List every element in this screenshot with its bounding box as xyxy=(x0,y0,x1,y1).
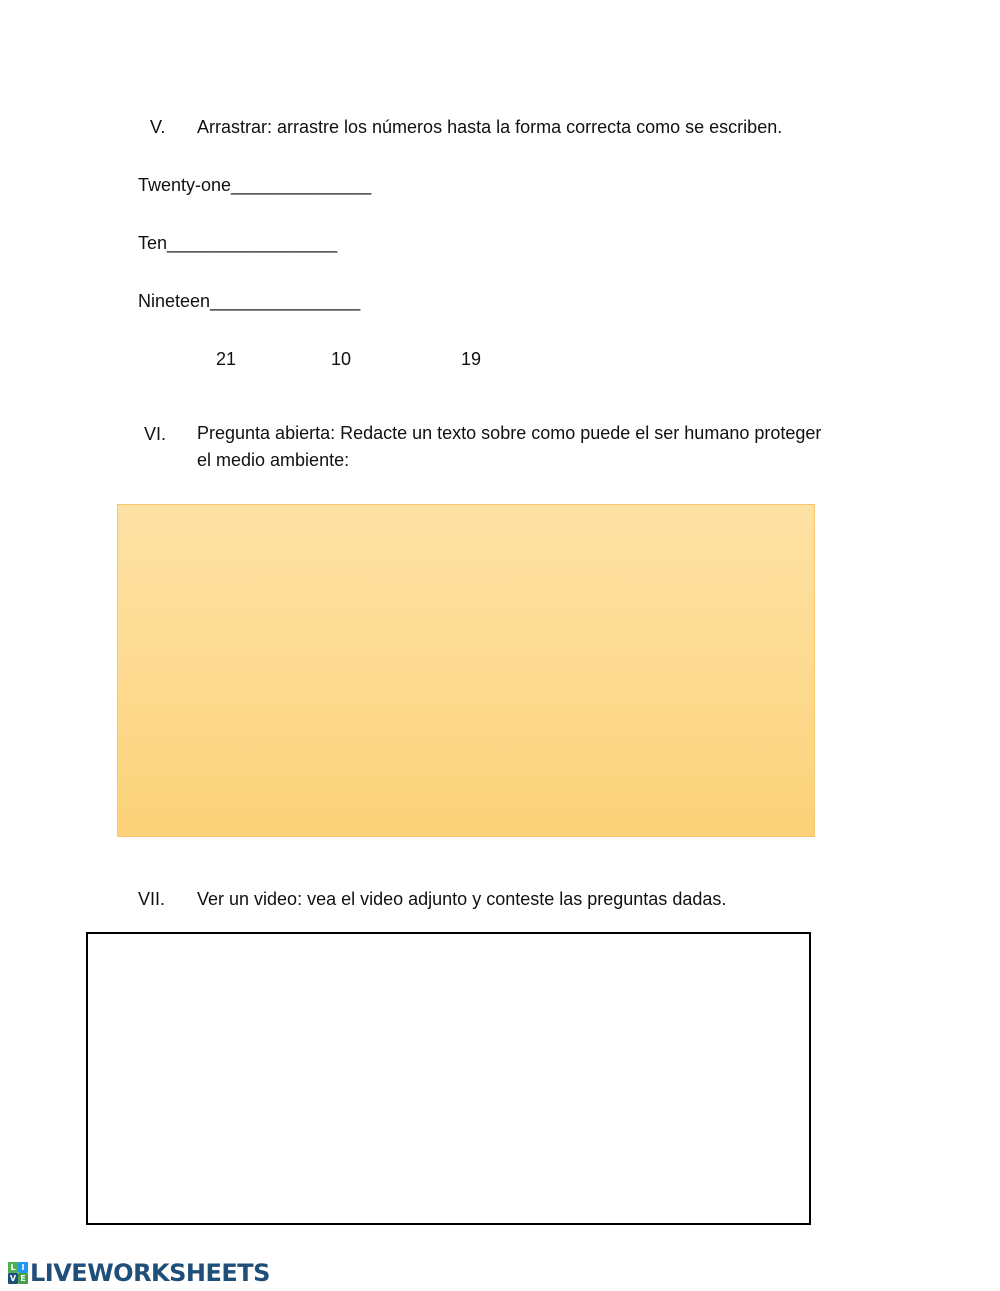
video-frame[interactable] xyxy=(86,932,811,1225)
logo-mark-letter: L xyxy=(8,1262,18,1273)
draggable-number-21[interactable]: 21 xyxy=(216,349,237,369)
section-vi-instruction: Pregunta abierta: Redacte un texto sobre como puede el ser humano proteger el medio ambiente: xyxy=(197,423,822,470)
logo-mark-letter: V xyxy=(9,1274,17,1283)
match-item-ten[interactable]: Ten_________________ xyxy=(138,233,338,253)
liveworksheets-logo xyxy=(8,1260,270,1286)
section-vii-instruction: Ver un video: vea el video adjunto y conteste las preguntas dadas. xyxy=(197,889,727,909)
section-vii-numeral: VII. xyxy=(138,889,166,909)
match-item-twenty-one[interactable]: Twenty-one______________ xyxy=(138,175,372,195)
section-v-numeral: V. xyxy=(150,117,166,137)
open-answer-textbox[interactable] xyxy=(117,504,815,837)
draggable-number-10[interactable]: 10 xyxy=(331,349,352,369)
draggable-number-19[interactable]: 19 xyxy=(461,349,482,369)
section-vi-numeral: VI. xyxy=(144,424,167,444)
logo-mark-icon xyxy=(8,1262,28,1284)
match-item-nineteen[interactable]: Nineteen_______________ xyxy=(138,291,361,311)
logo-text: LIVEWORKSHEETS xyxy=(30,1259,270,1287)
logo-mark-letter: E xyxy=(18,1273,28,1284)
section-v-instruction: Arrastrar: arrastre los números hasta la forma correcta como se escriben. xyxy=(197,117,783,137)
logo-mark-letter: I xyxy=(18,1262,28,1273)
